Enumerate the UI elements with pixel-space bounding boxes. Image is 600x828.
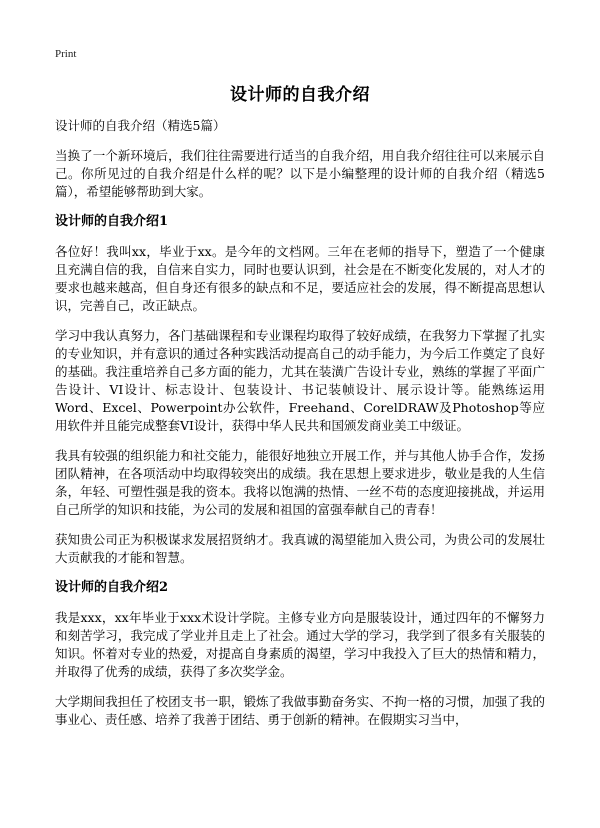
section-1-paragraph: 各位好！我叫xx，毕业于xx。是今年的文档网。三年在老师的指导下，塑造了一个健康且充满自信的我，自信来自实力，同时也要认识到，社会是在不断变化发展的，对人才的要求也越来越高，但自身还有很多的缺点和不足，要适应社会的发展，得不断提高思想认识，完善自己，改正缺点。: [55, 244, 545, 313]
section-heading-2: 设计师的自我介绍2: [55, 580, 169, 595]
section-1-paragraph: 我具有较强的组织能力和社交能力，能很好地独立开展工作，并与其他人协手合作，发扬团队精神，在各项活动中均取得较突出的成绩。我在思想上要求进步，敬业是我的人生信条，年轻、可塑性强是我的资本。我将以饱满的热情、一丝不苟的态度迎接挑战，并运用自己所学的知识和技能，为公司的发展和祖国的富强奉献自己的青春！: [55, 448, 545, 517]
print-link[interactable]: Print: [55, 48, 77, 60]
document-subtitle: 设计师的自我介绍（精选5篇）: [55, 118, 226, 133]
section-1-paragraph: 学习中我认真努力，各门基础课程和专业课程均取得了较好成绩，在我努力下掌握了扎实的专业知识，并有意识的通过各种实践活动提高自己的动手能力，为今后工作奠定了良好的基础。我注重培养自己多方面的能力，尤其在装潢广告设计专业，熟练的掌握了平面广告设计、VI设计、标志设计、包装设计、书记装帧设计、展示设计等。能熟练运用Word、Excel、Powerpoint办公软件，Freehand、CorelDRAW及Photoshop等应用软件并且能完成整套VI设计，获得中华人民共和国颁发商业美工中级证。: [55, 328, 545, 433]
section-heading-1: 设计师的自我介绍1: [55, 214, 169, 229]
section-2-paragraph: 大学期间我担任了校团支书一职，锻炼了我做事勤奋务实、不拘一格的习惯，加强了我的事业心、责任感、培养了我善于团结、勇于创新的精神。在假期实习当中，: [55, 694, 545, 727]
document-body: [55, 117, 545, 741]
section-2-paragraph: 我是xxx，xx年毕业于xxx术设计学院。主修专业方向是服装设计，通过四年的不懈努力和刻苦学习，我完成了学业并且走上了社会。通过大学的学习，我学到了很多有关服装的知识。怀着对专业的热爱，对提高自身素质的渴望，学习中我投入了巨大的热情和精力，并取得了优秀的成绩，获得了多次奖学金。: [55, 610, 545, 679]
page-title: 设计师的自我介绍: [230, 85, 370, 105]
intro-paragraph: 当换了一个新环境后，我们往往需要进行适当的自我介绍，用自我介绍往往可以来展示自己。你所见过的自我介绍是什么样的呢？以下是小编整理的设计师的自我介绍（精选5篇），希望能够帮助到大家。: [55, 148, 545, 199]
section-1-paragraph: 获知贵公司正为积极谋求发展招贤纳才。我真诚的渴望能加入贵公司，为贵公司的发展壮大贡献我的才能和智慧。: [55, 532, 545, 565]
